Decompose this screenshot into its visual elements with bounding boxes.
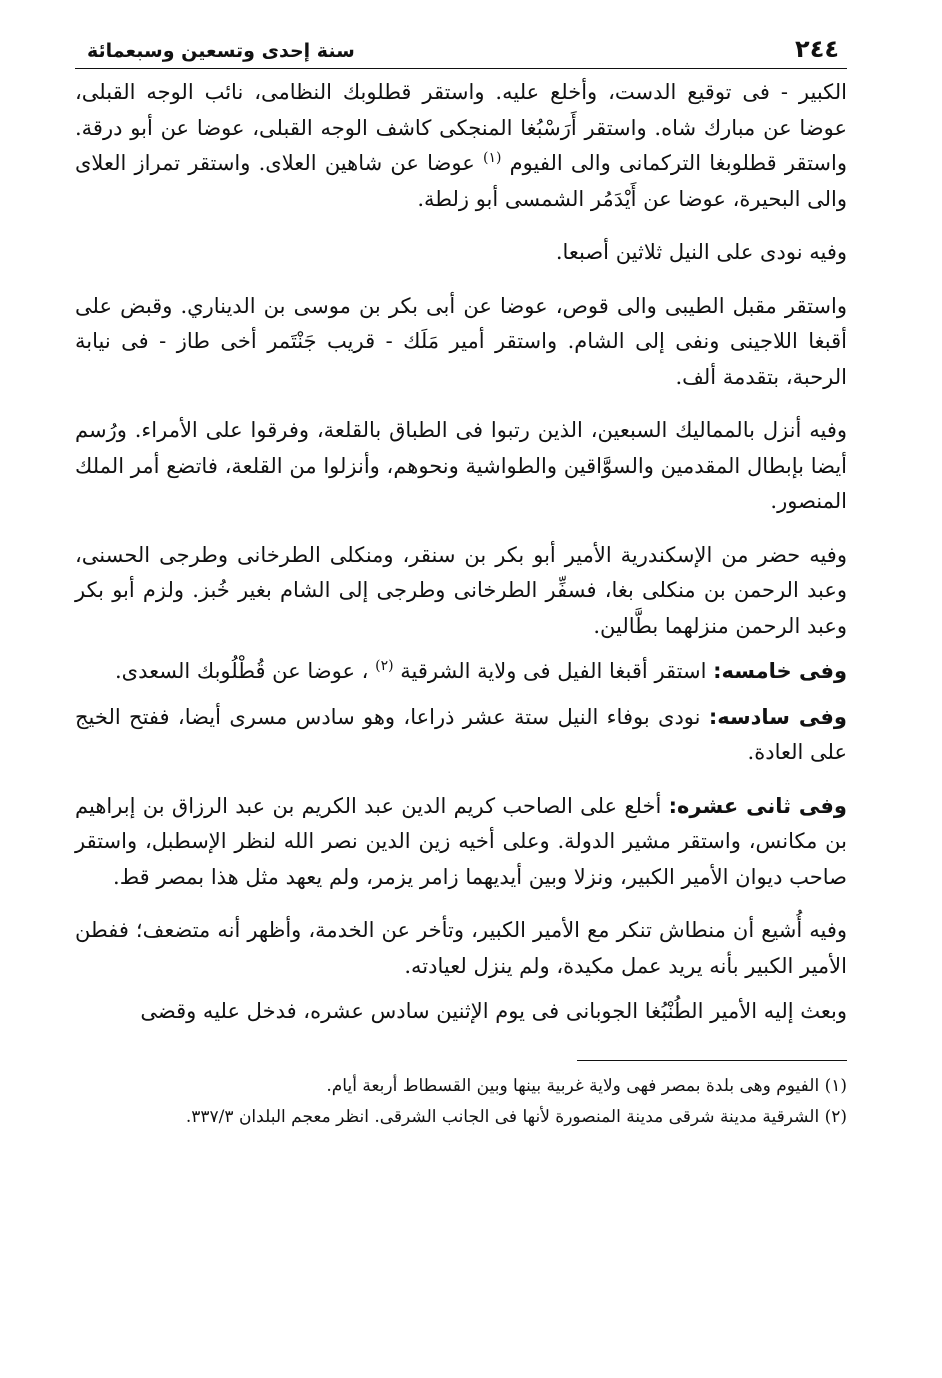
paragraph-text: نودى بوفاء النيل ستة عشر ذراعا، وهو سادس مسرى أيضا، ففتح الخيج على العادة.: [75, 704, 847, 764]
footnote-2: (٢) الشرقية مدينة شرقى مدينة المنصورة لأنها فى الجانب الشرقى. انظر معجم البلدان ٣٣٧/٣.: [185, 1106, 847, 1127]
paragraph: [75, 913, 847, 984]
paragraph-text: وبعث إليه الأمير الطُنْبُغا الجوبانى فى يوم الإثنين سادس عشره، فدخل عليه وقضى: [140, 999, 847, 1023]
page-header: [75, 36, 847, 64]
paragraph-text: استقر أقبغا الفيل فى ولاية الشرقية: [400, 659, 707, 683]
header-rule: [75, 68, 847, 69]
paragraph: [75, 654, 847, 690]
paragraph: [75, 700, 847, 771]
footnote-ref-2: (٢): [375, 658, 394, 674]
paragraph-text: وفيه أُشيع أن منطاش تنكر مع الأمير الكبير، وتأخر عن الخدمة، وأظهر أنه متضعف؛ ففطن الأمير الكبير بأنه يريد عمل مكيدة، ولم ينزل لعيادته.: [75, 918, 847, 978]
paragraph-lead: وفى ثانى عشره:: [668, 793, 847, 818]
paragraph-text: وفيه نودى على النيل ثلاثين أصبعا.: [555, 240, 847, 264]
paragraph: [75, 235, 847, 271]
main-text: [75, 75, 847, 1030]
paragraph-text: الكبير - فى توقيع الدست، وأخلع عليه. واستقر قطلوبك النظامى، نائب الوجه القبلى، عوضا عن مبارك شاه. واستقر أَرَسْبُغا المنجكى كاشف الوجه القبلى، عوضا عن أبو درقة. واستقر قطلوبغا التركمانى والى الفيوم: [75, 80, 847, 175]
paragraph: [75, 75, 847, 217]
paragraph-text: واستقر مقبل الطيبى والى قوص، عوضا عن أبى بكر بن موسى بن الديناري. وقبض على أقبغا اللاجينى ونفى إلى الشام. واستقر أمير مَلَك - قريب جَنْتَمر أخى طاز - فى نيابة الرحبة، بتقدمة ألف.: [75, 293, 847, 389]
paragraph: [75, 994, 847, 1030]
footnotes: [75, 1071, 847, 1133]
paragraph-text-continued: عوضا عن شاهين العلاى. واستقر تمراز العلاى والى البحيرة، عوضا عن أَيْدَمُر الشمسى أبو زلطة.: [75, 151, 847, 211]
paragraph-text: وفيه أنزل بالمماليك السبعين، الذين رتبوا فى الطباق بالقلعة، وفرقوا على الأمراء. ورُسم أيضا بإبطال المقدمين والسوَّاقين والطواشية ونحوهم، وأنزلوا من القلعة، فاتضع أمر الملك المنصور.: [75, 418, 847, 513]
footnote-1: (١) الفيوم وهى بلدة بمصر فهى ولاية غربية بينها وبين القسطاط أربعة أيام.: [326, 1075, 847, 1096]
footnote-rule: [577, 1060, 847, 1061]
book-page: [75, 36, 847, 1133]
paragraph-text-continued: ، عوضا عن قُطْلُوبك السعدى.: [114, 659, 369, 683]
paragraph-lead: وفى سادسه:: [708, 704, 847, 729]
paragraph-lead: وفى خامسه:: [713, 659, 847, 683]
page-number: ٢٤٤: [795, 35, 839, 63]
paragraph-text: أخلع على الصاحب كريم الدين عبد الكريم بن عبد الرزاق بن إبراهيم بن مكانس، واستقر مشير الدولة. وعلى أخيه زين الدين نصر الله لنظر الإسطبل، واستقر صاحب ديوان الأمير الكبير، ونزلا وبين أيديهما زامر يزمر، ولم يعهد مثل هذا بمصر قط.: [75, 793, 847, 889]
paragraph: [75, 413, 847, 520]
paragraph-text: وفيه حضر من الإسكندرية الأمير أبو بكر بن سنقر، ومنكلى الطرخانى وطرجى الحسنى، وعبد الرحمن بن منكلى بغا، فسفِّر الطرخانى وطرجى إلى الشام بغير خُبز. ولزم أبو بكر وعبد الرحمن منزلهما بطَّالين.: [75, 542, 847, 638]
running-title: سنة إحدى وتسعين وسبعمائة: [87, 40, 355, 62]
paragraph: [75, 538, 847, 645]
footnote-ref-1: (١): [482, 150, 502, 166]
paragraph: [75, 789, 847, 896]
paragraph: [75, 289, 847, 396]
